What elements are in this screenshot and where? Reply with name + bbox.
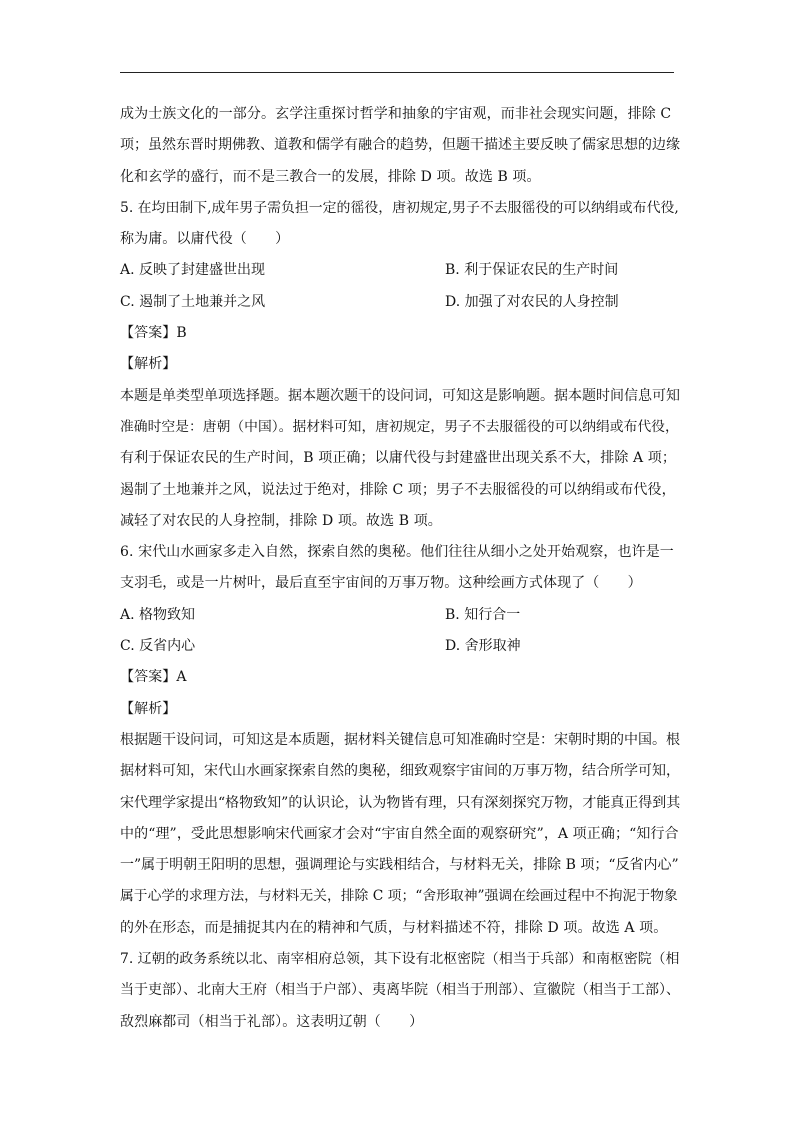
q6-analysis-line: 中的“理”，受此思想影响宋代画家才会对“宇宙自然全面的观察研究”，A 项正确；“知行合 (120, 825, 679, 842)
q5-analysis-label: 【解析】 (120, 356, 177, 373)
q6-option-a: A. 格物致知 (120, 606, 196, 623)
q7-stem-line: 当于吏部）、北南大王府（相当于户部）、夷离毕院（相当于刑部）、宣徽院（相当于工部）、 (120, 982, 680, 999)
q6-analysis-line: 属于心学的求理方法，与材料无关，排除 C 项；“舍形取神”强调在绘画过程中不拘泥于物象 (120, 888, 678, 905)
q5-option-a: A. 反映了封建盛世出现 (120, 262, 266, 279)
q6-answer: 【答案】A (120, 669, 187, 686)
page-content (120, 99, 680, 1038)
q6-option-c: C. 反省内心 (120, 638, 196, 655)
q6-option-b: B. 知行合一 (445, 606, 521, 623)
q5-analysis-line: 有利于保证农民的生产时间，B 项正确；以庸代役与封建盛世出现关系不大，排除 A 项； (120, 450, 676, 467)
q6-stem-line: 支羽毛，或是一片树叶，最后直至宇宙间的万事万物。这种绘画方式体现了（ ） (120, 575, 642, 592)
continued-text-line: 成为士族文化的一部分。玄学注重探讨哲学和抽象的宇宙观，而非社会现实问题，排除 C (120, 106, 672, 122)
q5-options-row-1 (120, 255, 680, 286)
q5-stem-line: 5. 在均田制下,成年男子需负担一定的徭役，唐初规定,男子不去服徭役的可以纳绢或布代役, (120, 199, 679, 216)
continued-text-line: 化和玄学的盛行，而不是三教合一的发展，排除 D 项。故选 B 项。 (120, 168, 541, 185)
header-rule (120, 72, 674, 73)
q6-options-row-2 (120, 631, 680, 662)
q5-analysis-line: 准确时空是：唐朝（中国）。据材料可知，唐初规定，男子不去服徭役的可以纳绢或布代役， (120, 418, 679, 435)
continued-text-line: 项；虽然东晋时期佛教、道教和儒学有融合的趋势，但题干描述主要反映了儒家思想的边缘 (120, 137, 680, 154)
q5-answer: 【答案】B (120, 325, 187, 342)
q5-options-row-2 (120, 287, 680, 318)
q6-analysis-line: 一”属于明朝王阳明的思想，强调理论与实践相结合，与材料无关，排除 B 项；“反省内心” (120, 857, 679, 874)
q7-stem-line: 7. 辽朝的政务系统以北、南宰相府总领，其下设有北枢密院（相当于兵部）和南枢密院（相 (120, 951, 680, 968)
q6-analysis-line: 根据题干设问词，可知这是本质题，据材料关键信息可知准确时空是：宋朝时期的中国。根 (120, 731, 680, 748)
q6-options-row-1 (120, 600, 680, 631)
q5-analysis-line: 减轻了对农民的人身控制，排除 D 项。故选 B 项。 (120, 512, 442, 529)
q5-option-d: D. 加强了对农民的人身控制 (445, 293, 619, 310)
q6-analysis-line: 宋代理学家提出“格物致知”的认识论，认为物皆有理，只有深刻探究万物，才能真正得到其 (120, 794, 681, 811)
q5-option-b: B. 利于保证农民的生产时间 (445, 262, 619, 279)
q5-analysis-line: 遏制了土地兼并之风，说法过于绝对，排除 C 项；男子不去服徭役的可以纳绢或布代役， (120, 481, 676, 498)
q5-analysis-line: 本题是单类型单项选择题。据本题次题干的设问词，可知这是影响题。据本题时间信息可知 (120, 387, 680, 404)
q6-analysis-label: 【解析】 (120, 700, 177, 717)
q7-stem-line: 敌烈麻都司（相当于礼部）。这表明辽朝（ ） (120, 1013, 424, 1030)
q6-option-d: D. 舍形取神 (445, 638, 521, 655)
q6-analysis-line: 的外在形态，而是捕捉其内在的精神和气质，与材料描述不符，排除 D 项。故选 A 项。 (120, 919, 668, 936)
q6-analysis-line: 据材料可知，宋代山水画家探索自然的奥秘，细致观察宇宙间的万事万物，结合所学可知， (120, 763, 680, 780)
q5-stem-line: 称为庸。以庸代役（ ） (120, 231, 290, 248)
q6-stem-line: 6. 宋代山水画家多走入自然，探索自然的奥秘。他们往往从细小之处开始观察，也许是一 (120, 544, 674, 561)
q5-option-c: C. 遏制了土地兼并之风 (120, 293, 266, 310)
